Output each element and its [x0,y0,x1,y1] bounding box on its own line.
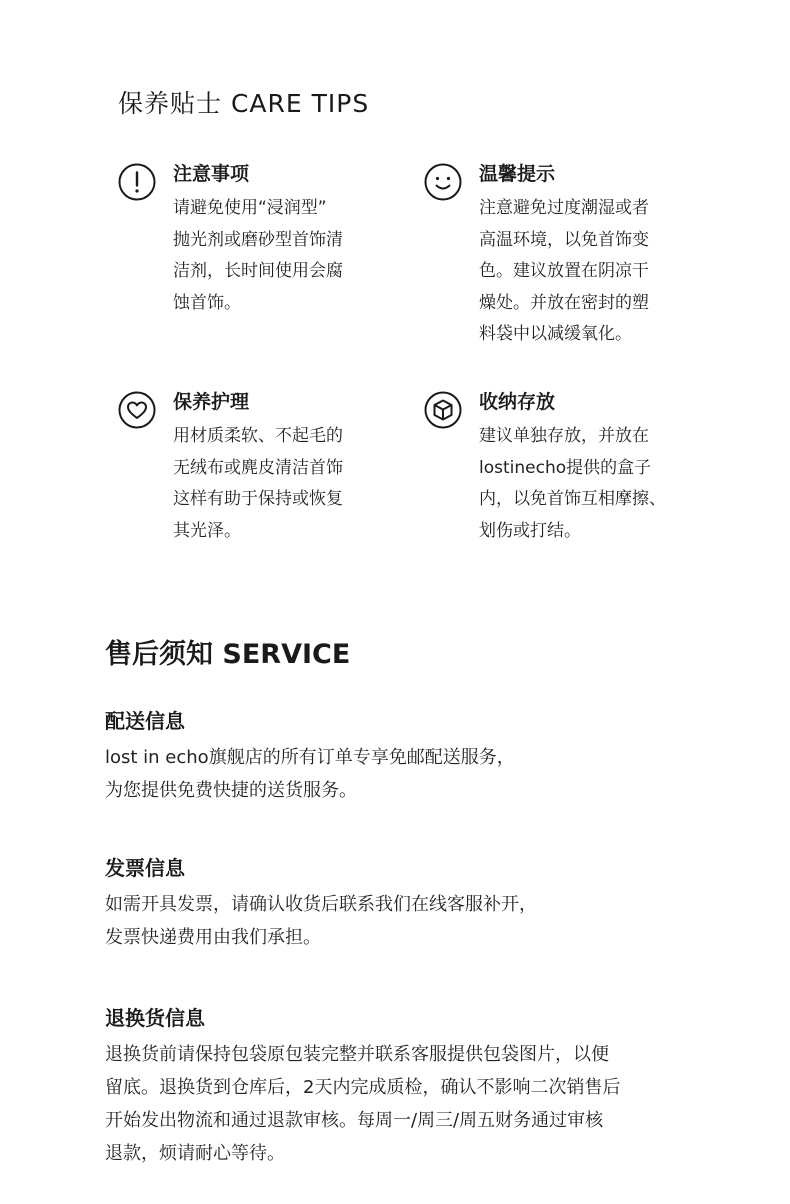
box-circle-icon [423,390,463,430]
exclamation-circle-icon [117,162,157,202]
service-section-invoice [105,854,725,954]
section-body: 退换货前请保持包袋原包装完整并联系客服提供包袋图片，以便 留底。退换货到仓库后，2天内完成质检，确认不影响二次销售后 开始发出物流和通过退款审核。每周一/周三/周五财务通过审核 退款，烦请耐心等待。 [105,1044,621,1164]
section-heading: 配送信息 [105,709,185,733]
heart-circle-icon [117,390,157,430]
service-section-returns [105,1004,725,1170]
tip-heading: 保养护理 [173,391,250,413]
section-heading: 发票信息 [105,856,185,880]
section-body: 如需开具发票，请确认收货后联系我们在线客服补开， 发票快递费用由我们承担。 [105,894,537,948]
section-body: lost in echo旗舰店的所有订单专享免邮配送服务， 为您提供免费快捷的送货服务。 [105,747,515,801]
section-heading: 退换货信息 [105,1006,205,1030]
tip-body: 用材质柔软、不起毛的 无绒布或麂皮清洁首饰 这样有助于保持或恢复 其光泽。 [173,426,343,541]
tip-body: 请避免使用“浸润型” 抛光剂或磨砂型首饰清 洁剂，长时间使用会腐 蚀首饰。 [173,198,343,313]
tip-body: 建议单独存放，并放在 lostinecho提供的盒子 内，以免首饰互相摩擦、 划伤或打结。 [479,426,666,541]
care-tips-title: 保养贴士 CARE TIPS [118,89,370,118]
service-title: 售后须知 SERVICE [105,639,351,670]
tip-body: 注意避免过度潮湿或者 高温环境，以免首饰变 色。建议放置在阴凉干 燥处。并放在密封的塑 料袋中以减缓氧化。 [479,198,649,344]
service-section-delivery [105,707,725,807]
smiley-face-icon [423,162,463,202]
tip-heading: 温馨提示 [479,163,556,185]
tip-heading: 收纳存放 [479,391,556,413]
tip-heading: 注意事项 [173,163,250,185]
